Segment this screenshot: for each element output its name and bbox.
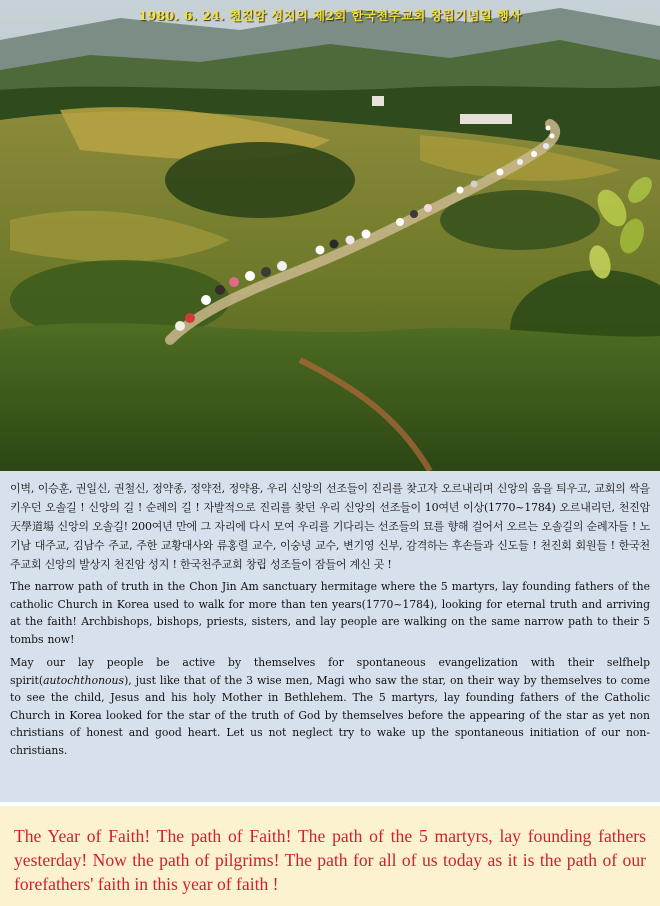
english-paragraph-2-end: ), just like that of the 3 wise men, Magi who saw the star, on their way by themselves to come to see the child, Jesus and his holy Mother in Bethlehem. The 5 martyrs, lay founding fathers of the Catholic Church in Korea looked for the star of the truth of God by themselves before the appearing of the star as yet non christians of honest and good heart. Let us not neglect try to wake up the spontaneous initiation of our non-christians. bbox=[10, 673, 650, 757]
banner-shape bbox=[460, 114, 512, 124]
photo-caption: 1980. 6. 24. 천진암 성지의 제2회 한국천주교회 창립기념일 행사 bbox=[138, 8, 522, 23]
korean-paragraph: 이벽, 이승훈, 권일신, 권철신, 정약종, 정약전, 정약용, 우리 신앙의 선조들이 진리를 찾고자 오르내리며 신앙의 움을 틔우고, 교회의 싹을 키우던 오솔길 ! 신앙의 길 ! 순례의 길 ! 자발적으로 진리를 찾던 우리 신앙의 선조들이 10여년 이상(1770~1784) 오르내리던, 천진암 天學道場 신앙의 오솔길! 200여년 만에 그 자리에 다시 모여 우리를 기다리는 선조들의 묘를 향해 걸어서 오르는 오솔길의 순례자들 ! 노기남 대주교, 김남수 주교, 주한 교황대사와 류홍렬 교수, 이숭녕 교수, 변기영 신부, 감격하는 후손들과 신도들 ! 천진회 회원들 ! 한국천주교회 신앙의 발상지 천진암 성지 ! 한국천주교회 창립 성조들이 잠들어 계신 곳 ! bbox=[10, 482, 650, 571]
year-of-faith-panel bbox=[0, 806, 660, 906]
english-paragraph-2 bbox=[10, 654, 650, 759]
autochthonous-term: autochthonous bbox=[43, 673, 125, 687]
small-building bbox=[372, 96, 384, 106]
year-of-faith-text: The Year of Faith! The path of Faith! The path of the 5 martyrs, lay founding fathers yesterday! Now the path of pilgrims! The path for all of us today as it is the path of our forefathers' faith in this year of faith ! bbox=[14, 826, 646, 894]
english-paragraph-2-start: May our lay people be active by themselves for spontaneous evangelization with their selfhelp spirit( bbox=[10, 656, 650, 687]
english-paragraph-1: The narrow path of truth in the Chon Jin Am sanctuary hermitage where the 5 martyrs, lay founding fathers of the catholic Church in Korea used to walk for more than ten years(1770~1784), looking for eternal truth and arriving at the faith! Archbishops, bishops, priests, sisters, and lay people are walking on the same narrow path to their 5 tombs now! bbox=[10, 580, 650, 646]
description-panel bbox=[0, 471, 660, 802]
